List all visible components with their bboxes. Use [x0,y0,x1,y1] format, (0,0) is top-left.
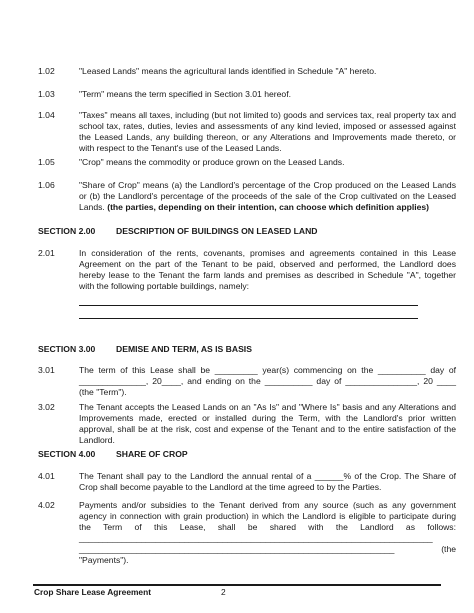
clause-number: 1.04 [38,110,55,120]
clause-number: 1.02 [38,66,55,76]
clause-text: The term of this Lease shall be _________ year(s) commencing on the __________ day of ______________, 20____, and ending on the __________ day of _______________, 20 ____ (the "Term"). [79,365,456,398]
section-number: SECTION 2.00 [38,226,96,236]
clause-number: 1.05 [38,157,55,167]
section-title: DESCRIPTION OF BUILDINGS ON LEASED LAND [116,226,318,236]
footer-divider [33,584,441,586]
section-number: SECTION 3.00 [38,344,96,354]
clause-bold-note: (the parties, depending on their intention, can choose which definition applies) [107,202,430,213]
clause-text: "Taxes" means all taxes, including (but not limited to) goods and services tax, real property tax and school tax, rates, duties, levies and assessments of any kind levied, imposed or assessed against the Leased Lands, any building thereon, or any Alterations and Improvements made thereto, or with respect to the Tenant's use of the Leased Lands. [79,110,456,154]
clause-text [79,180,456,213]
clause-number: 4.02 [38,500,55,510]
section-title: SHARE OF CROP [116,449,188,459]
section-heading-2-00 [38,226,317,237]
clause-text: "Crop" means the commodity or produce grown on the Leased Lands. [79,157,345,167]
fill-in-line[interactable] [79,305,418,306]
clause-text: The Tenant shall pay to the Landlord the annual rental of a ______% of the Crop. The Share of Crop shall become payable to the Landlord at the time agreed to by the Parties. [79,471,456,493]
clause-number: 2.01 [38,248,55,258]
footer-title: Crop Share Lease Agreement [34,587,151,597]
section-number: SECTION 4.00 [38,449,96,459]
clause-number: 1.03 [38,89,55,99]
clause-number: 3.01 [38,365,55,375]
clause-text: The Tenant accepts the Leased Lands on an "As Is" and "Where Is" basis and any Alterations and Improvements made, erected or installed during the Term, with the Landlord's prior written approval, shall be at the risk, cost and expense of the Tenant and to the entire satisfaction of the Landlord. [79,402,456,446]
clause-number: 1.06 [38,180,55,190]
fill-in-line[interactable] [79,318,418,319]
clause-text: "Term" means the term specified in Section 3.01 hereof. [79,89,291,99]
clause-text: "Leased Lands" means the agricultural lands identified in Schedule "A" hereto. [79,66,377,76]
page-number: 2 [221,587,226,597]
clause-number: 3.02 [38,402,55,412]
clause-text: Payments and/or subsidies to the Tenant derived from any source (such as any government agency in connection with grain production) in which the Landlord is eligible to participate during the Term of this Lease, shall be shared with the Landlord as follows: __________________________________________________________________________ __________________________________________________________________ (the "Payments"). [79,500,456,566]
section-heading-4-00 [38,449,188,460]
section-title: DEMISE AND TERM, AS IS BASIS [116,344,252,354]
clause-body: "Share of Crop" means (a) the Landlord's percentage of the Crop produced on the Leased Lands or (b) the Landlord's percentage of the proceeds of the sale of the Crop cultivated on the Leased Lands. [79,180,456,213]
clause-text: In consideration of the rents, covenants, promises and agreements contained in this Lease Agreement on the part of the Tenant to be paid, observed and performed, the Landlord does hereby lease to the Tenant the farm lands and premises as described in Schedule "A", together with the following portable buildings, namely: [79,248,456,292]
section-heading-3-00 [38,344,252,355]
clause-number: 4.01 [38,471,55,481]
